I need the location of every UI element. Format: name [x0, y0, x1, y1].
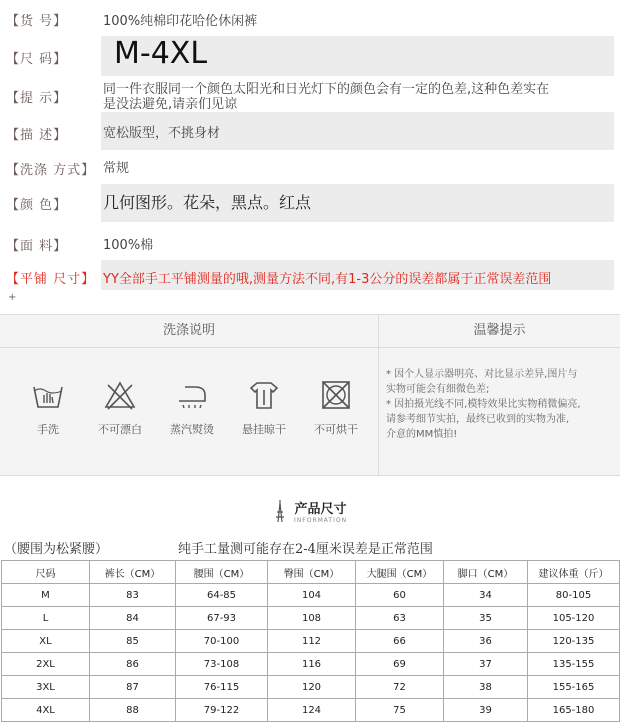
size-title: 产品尺寸 — [294, 502, 347, 517]
table-cell: 104 — [268, 584, 356, 607]
table-cell: 37 — [444, 653, 528, 676]
table-cell: 67-93 — [176, 607, 268, 630]
tip-line: 请参考细节实拍，最终已收到的实物为准, — [386, 414, 570, 425]
table-cell: 76-115 — [176, 676, 268, 699]
table-cell: 116 — [268, 653, 356, 676]
care-title: 洗涤说明 — [0, 315, 378, 348]
table-cell: L — [2, 607, 90, 630]
info-value: 100%纯棉印花哈伦休闲裤 — [103, 14, 258, 29]
table-cell: 85 — [90, 630, 176, 653]
table-cell: 120 — [268, 676, 356, 699]
size-title-block — [0, 498, 620, 524]
care-item-hang-dry — [234, 379, 294, 437]
table-header: 裤长（CM） — [90, 561, 176, 584]
table-cell: 87 — [90, 676, 176, 699]
table-header: 脚口（CM） — [444, 561, 528, 584]
info-value: 常规 — [103, 161, 130, 176]
table-cell: 63 — [356, 607, 444, 630]
table-cell: 4XL — [2, 699, 90, 722]
no-tumble-dry-icon — [319, 379, 353, 411]
care-label: 不可漂白 — [98, 423, 142, 436]
info-row-fabric — [0, 226, 620, 258]
steam-iron-icon — [175, 379, 209, 411]
table-cell: 84 — [90, 607, 176, 630]
tips-text — [386, 367, 616, 442]
info-row-size — [0, 36, 620, 78]
hang-dry-icon — [247, 379, 281, 411]
table-cell: 155-165 — [528, 676, 620, 699]
care-label: 不可烘干 — [314, 423, 358, 436]
table-header-row — [2, 561, 620, 584]
table-row — [2, 699, 620, 722]
info-value: M-4XL — [114, 36, 208, 71]
table-cell: 60 — [356, 584, 444, 607]
table-header: 臀围（CM） — [268, 561, 356, 584]
tip-line: * 因拍摄光线不同,模特效果比实物稍微偏亮, — [386, 399, 581, 410]
table-cell: 38 — [444, 676, 528, 699]
hand-wash-icon — [31, 379, 65, 411]
table-cell: 73-108 — [176, 653, 268, 676]
info-label: 【洗涤 方式】 — [6, 163, 96, 178]
info-label: 【描 述】 — [6, 128, 68, 143]
table-row — [2, 607, 620, 630]
info-value: 同一件衣服同一个颜色太阳光和日光灯下的颜色会有一定的色差,这种色差实在 — [103, 82, 550, 97]
table-cell: 105-120 — [528, 607, 620, 630]
table-cell: 108 — [268, 607, 356, 630]
size-table — [1, 560, 620, 722]
table-cell: 75 — [356, 699, 444, 722]
table-cell: 70-100 — [176, 630, 268, 653]
table-row — [2, 676, 620, 699]
info-row-desc — [0, 112, 620, 152]
table-cell: M — [2, 584, 90, 607]
waist-note: （腰围为松紧腰） — [4, 542, 109, 557]
info-value: 100%棉 — [103, 238, 154, 253]
care-item-no-tumble-dry — [306, 379, 366, 437]
table-row — [2, 653, 620, 676]
table-cell: 165-180 — [528, 699, 620, 722]
tips-title: 温馨提示 — [379, 315, 620, 348]
table-cell: 124 — [268, 699, 356, 722]
table-cell: 112 — [268, 630, 356, 653]
info-value: 几何图形。花朵，黑点。红点 — [103, 193, 312, 212]
table-header: 腰围（CM） — [176, 561, 268, 584]
info-row-measure — [0, 258, 620, 292]
table-cell: 86 — [90, 653, 176, 676]
info-value: 是没法避免,请亲们见谅 — [103, 97, 238, 112]
info-row-tip — [0, 78, 620, 112]
table-row — [2, 584, 620, 607]
table-cell: 34 — [444, 584, 528, 607]
size-subtitle: INFORMATION — [294, 517, 348, 524]
measure-note: 纯手工量测可能存在2-4厘米误差是正常范围 — [178, 542, 433, 557]
tip-line: * 因个人显示器明亮、对比显示差异,图片与 — [386, 369, 578, 380]
table-row — [2, 630, 620, 653]
info-value: YY全部手工平铺测量的哦,测量方法不同,有1-3公分的误差都属于正常误差范围 — [103, 272, 552, 287]
table-header: 尺码 — [2, 561, 90, 584]
table-cell: 69 — [356, 653, 444, 676]
tip-line: 实物可能会有细微色差; — [386, 384, 490, 395]
table-cell: 3XL — [2, 676, 90, 699]
table-cell: 83 — [90, 584, 176, 607]
info-label: 【提 示】 — [6, 91, 68, 106]
tip-line: 介意的MM慎拍! — [386, 429, 458, 440]
care-item-steam-iron — [162, 379, 222, 437]
no-bleach-icon — [103, 379, 137, 411]
table-cell: 80-105 — [528, 584, 620, 607]
divider — [378, 315, 379, 475]
table-cell: 35 — [444, 607, 528, 630]
table-cell: 120-135 — [528, 630, 620, 653]
info-row-wash — [0, 152, 620, 182]
care-label: 悬挂晾干 — [242, 423, 286, 436]
table-cell: 64-85 — [176, 584, 268, 607]
plus-mark: + — [8, 292, 17, 303]
table-header: 建议体重（斤） — [528, 561, 620, 584]
table-cell: 2XL — [2, 653, 90, 676]
tower-icon — [273, 500, 287, 522]
table-cell: 36 — [444, 630, 528, 653]
table-header: 大腿围（CM） — [356, 561, 444, 584]
table-cell: 79-122 — [176, 699, 268, 722]
table-cell: XL — [2, 630, 90, 653]
info-label: 【颜 色】 — [6, 198, 68, 213]
info-label: 【平铺 尺寸】 — [6, 272, 96, 287]
table-cell: 39 — [444, 699, 528, 722]
table-cell: 66 — [356, 630, 444, 653]
care-item-hand-wash — [18, 379, 78, 437]
care-item-no-bleach — [90, 379, 150, 437]
table-cell: 72 — [356, 676, 444, 699]
info-row-sku — [0, 4, 620, 32]
info-row-color — [0, 182, 620, 224]
info-label: 【尺 码】 — [6, 52, 68, 67]
care-label: 蒸汽熨烫 — [170, 423, 214, 436]
care-label: 手洗 — [37, 423, 59, 436]
info-label: 【面 料】 — [6, 239, 68, 254]
info-value: 宽松版型，不挑身材 — [103, 126, 221, 141]
info-label: 【货 号】 — [6, 14, 68, 29]
table-cell: 135-155 — [528, 653, 620, 676]
care-section — [0, 314, 620, 476]
table-cell: 88 — [90, 699, 176, 722]
